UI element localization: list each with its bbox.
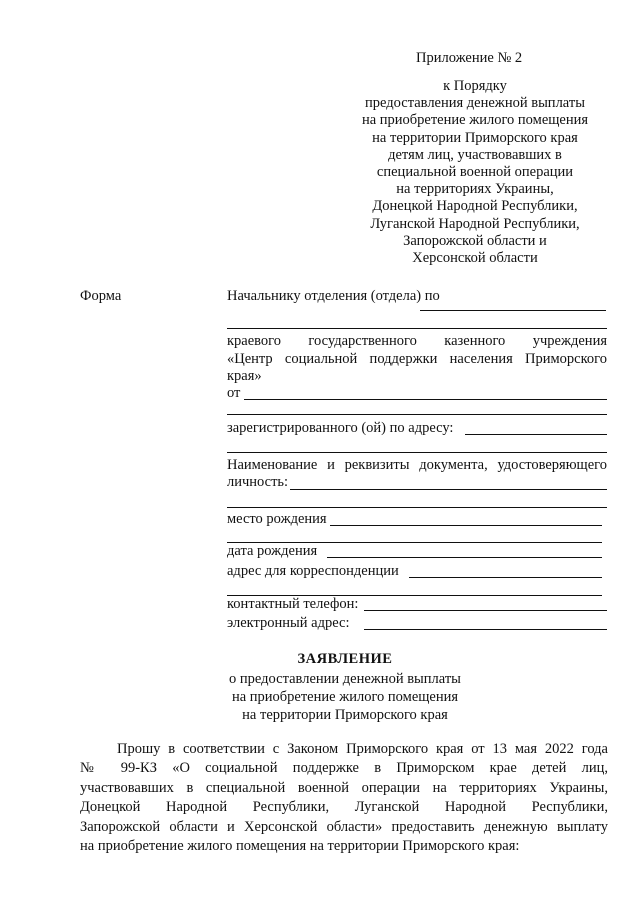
mail-address-label: адрес для корреспонденции — [227, 563, 399, 579]
appendix-line: Донецкой Народной Республики, — [372, 198, 578, 215]
statement-subtitle — [0, 670, 640, 724]
phone-field[interactable] — [364, 610, 607, 611]
appendix-line: Запорожской области и — [403, 232, 547, 249]
appendix-line: на приобретение жилого помещения — [361, 112, 589, 129]
phone-label: контактный телефон: — [227, 596, 359, 612]
appendix-line: предоставления денежной выплаты — [365, 95, 585, 112]
institution-line: края» — [227, 368, 262, 384]
subtitle-line: на территории Приморского края — [242, 707, 448, 723]
appendix-number: Приложение № 2 — [416, 50, 523, 66]
id-document-field[interactable] — [290, 489, 607, 490]
appendix-line: Херсонской области — [412, 250, 538, 267]
appendix-line: на территории Приморского края — [372, 129, 578, 146]
statement-title: ЗАЯВЛЕНИЕ — [297, 651, 393, 667]
department-field[interactable] — [420, 310, 606, 311]
id-document-label: Наименование и реквизиты документа, удостоверяющего — [227, 457, 607, 473]
body-line: № 99-КЗ «О социальной поддержке в Приморском крае детей лиц, — [80, 760, 608, 777]
registered-address-field[interactable] — [465, 434, 607, 435]
from-label: от — [227, 385, 241, 401]
id-document-label-end: личность: — [227, 474, 289, 490]
birthdate-field[interactable] — [327, 557, 602, 558]
birthdate-label: дата рождения — [227, 543, 318, 559]
body-line: на приобретение жилого помещения на территории Приморского края: — [80, 838, 520, 855]
appendix-description — [330, 78, 620, 267]
appendix-line: специальной военной операции — [376, 164, 574, 181]
institution-line: «Центр социальной поддержки населения Приморского — [227, 351, 607, 367]
appendix-line: детям лиц, участвовавших в — [388, 146, 562, 163]
department-field-continued[interactable] — [227, 328, 607, 329]
appendix-line: Луганской Народной Республики, — [370, 215, 580, 232]
registered-address-label: зарегистрированного (ой) по адресу: — [227, 420, 454, 436]
applicant-name-field[interactable] — [244, 399, 607, 400]
email-field[interactable] — [364, 629, 607, 630]
body-line: участвовавших в специальной военной операции на территориях Украины, — [80, 779, 608, 796]
subtitle-line: о предоставлении денежной выплаты — [229, 671, 461, 687]
statement-body — [80, 740, 608, 856]
to-head-label: Начальнику отделения (отдела) по — [227, 288, 440, 304]
email-label: электронный адрес: — [227, 615, 350, 631]
registered-address-field-continued[interactable] — [227, 452, 607, 453]
id-document-field-continued[interactable] — [227, 507, 607, 508]
birthplace-label: место рождения — [227, 511, 327, 527]
body-line: Донецкой Народной Республики, Луганской Народной Республики, — [80, 799, 608, 816]
mail-address-field[interactable] — [409, 577, 602, 578]
appendix-line: к Порядку — [443, 78, 507, 94]
appendix-line: на территориях Украины, — [396, 181, 554, 198]
birthplace-field[interactable] — [330, 525, 602, 526]
body-line: Запорожской области и Херсонской области» предоставить денежную выплату — [80, 818, 608, 835]
applicant-name-field-continued[interactable] — [227, 414, 607, 415]
institution-line: краевого государственного казенного учреждения — [227, 333, 607, 349]
body-line: Прошу в соответствии с Законом Приморского края от 13 мая 2022 года — [117, 741, 608, 757]
subtitle-line: на приобретение жилого помещения — [231, 689, 459, 705]
form-label: Форма — [80, 288, 122, 304]
